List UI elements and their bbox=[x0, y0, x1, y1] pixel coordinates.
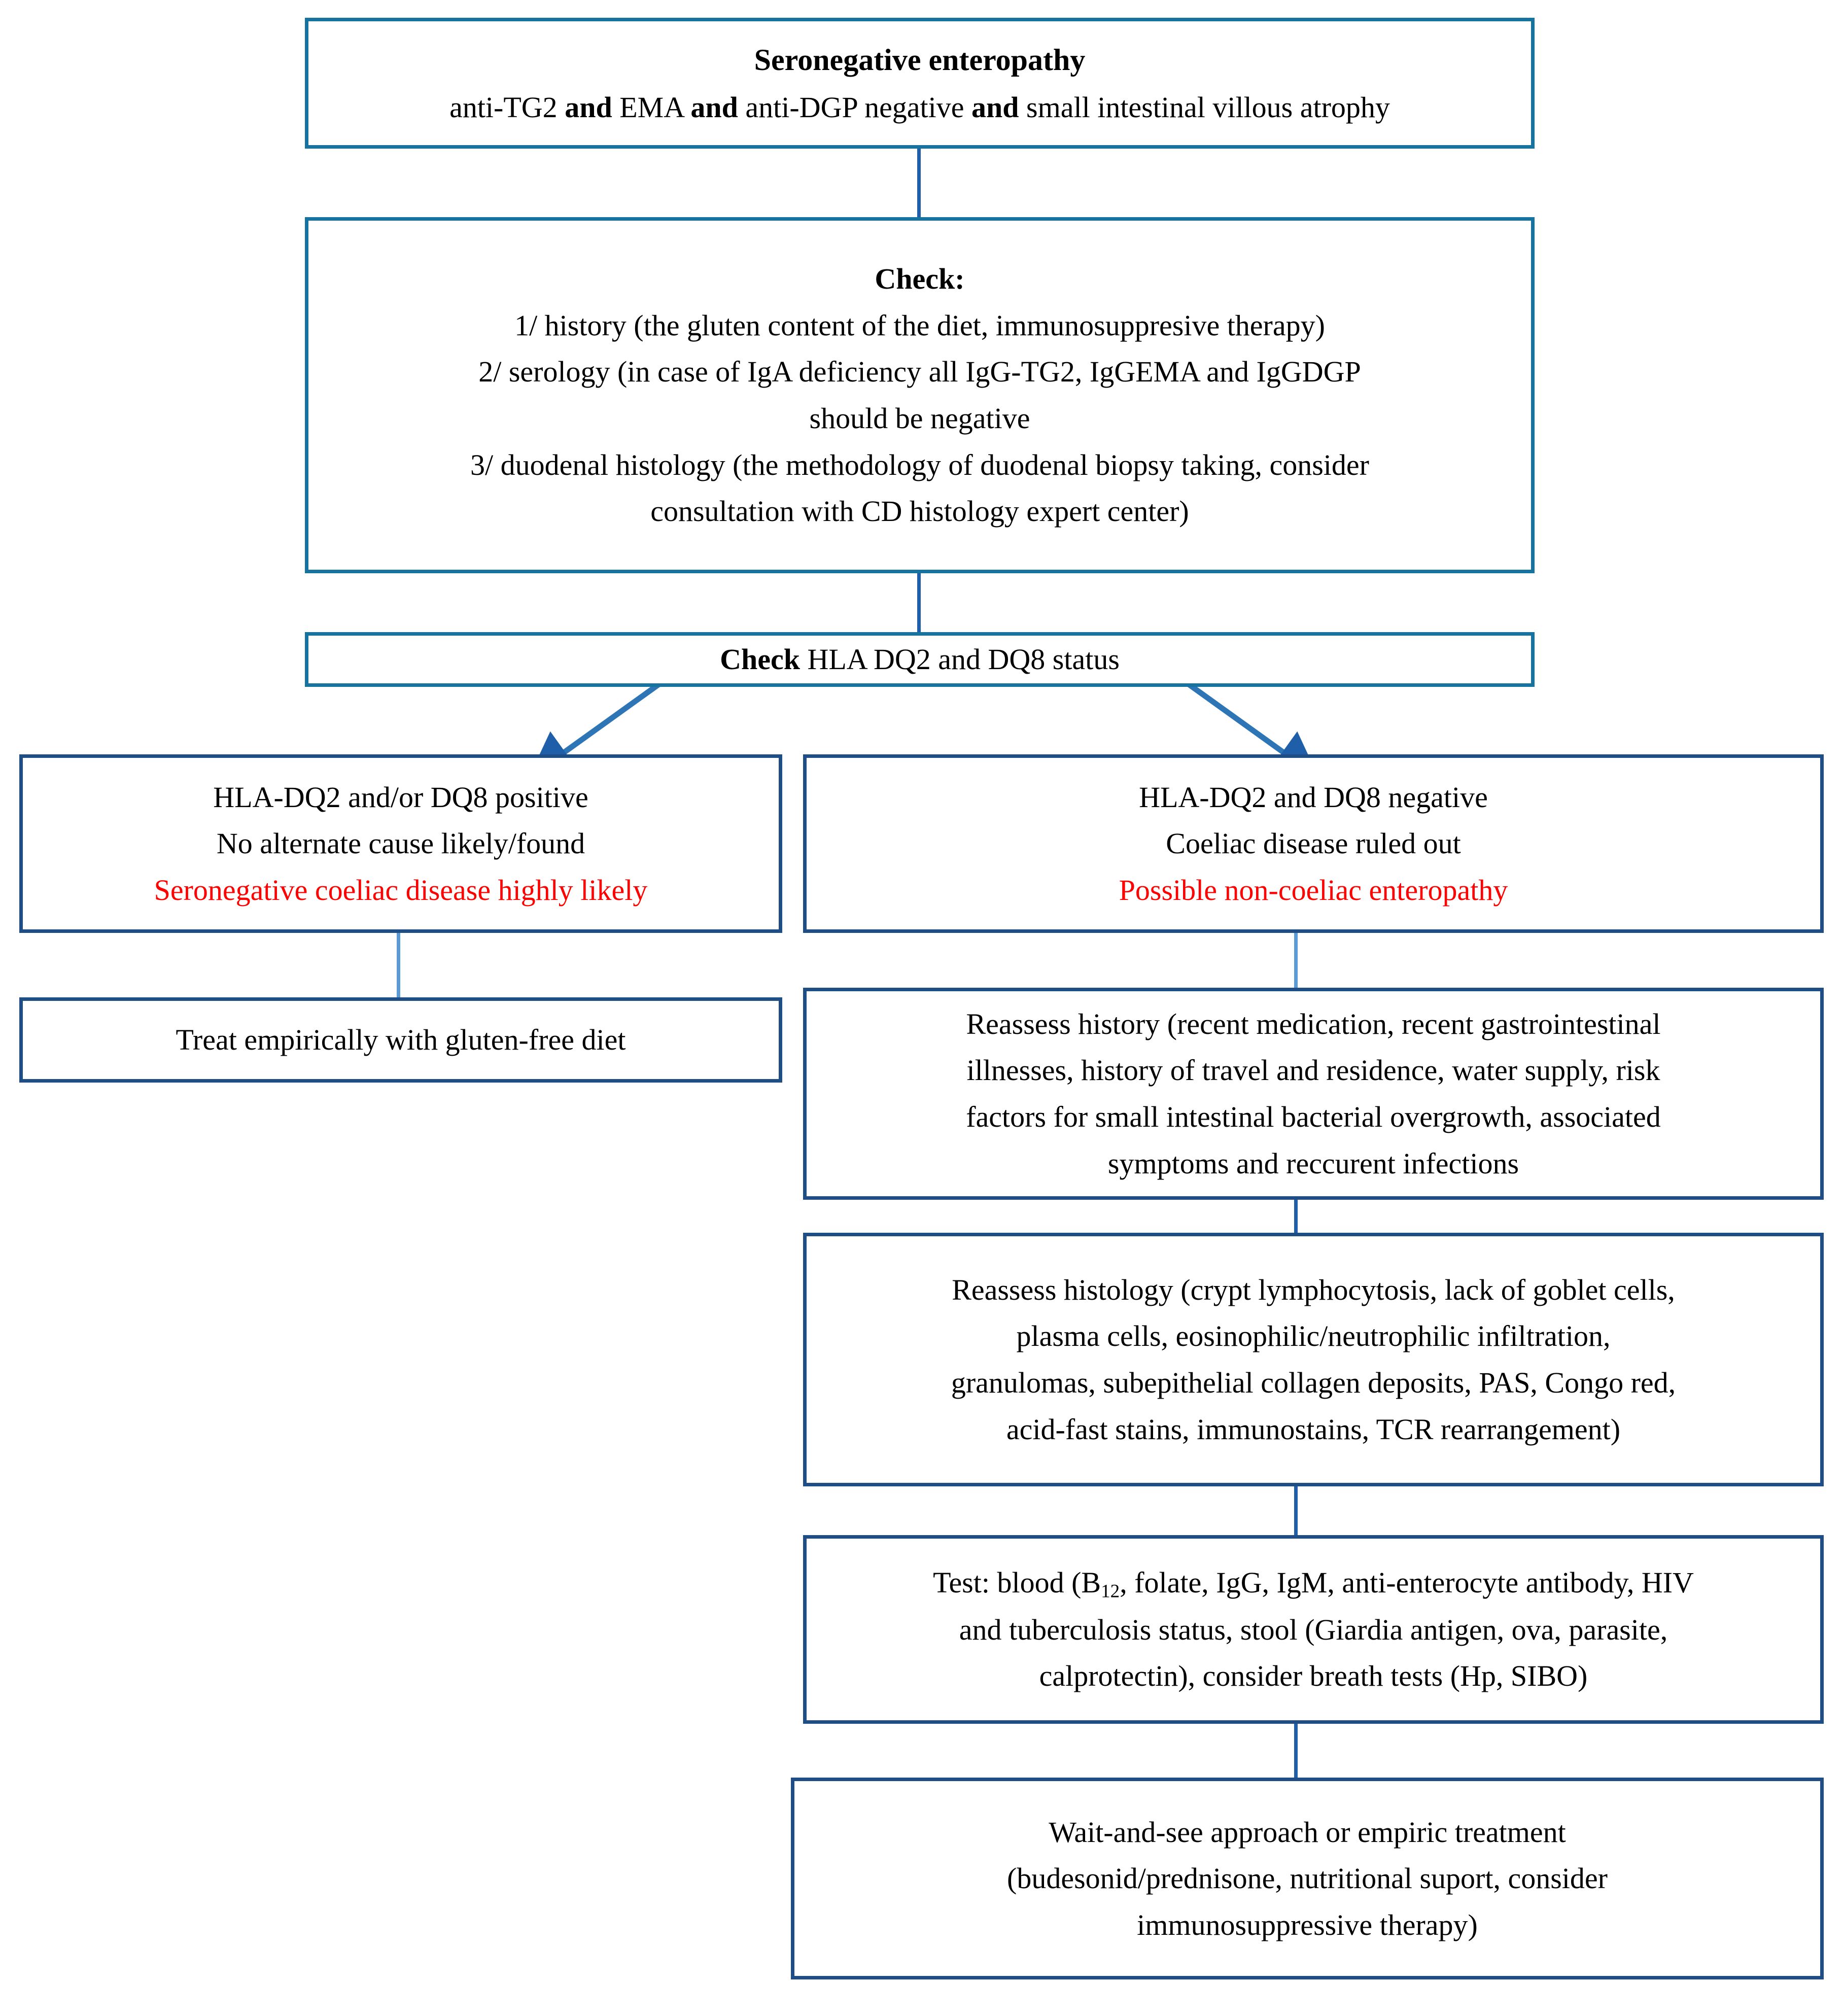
check-line-5: consultation with CD histology expert center) bbox=[650, 495, 1189, 528]
hla-negative-line-1: HLA-DQ2 and DQ8 negative bbox=[1139, 780, 1488, 814]
connector-check-to-hla bbox=[917, 572, 921, 633]
test-blood-line-1-b: , folate, IgG, IgM, anti-enterocyte antibody, HIV bbox=[1120, 1566, 1694, 1599]
reassess-history-line-3: factors for small intestinal bacterial overgrowth, associated bbox=[966, 1100, 1661, 1133]
test-blood-line-1 bbox=[823, 1559, 1804, 1607]
check-line-2: 2/ serology (in case of IgA deficiency all IgG-TG2, IgGEMA and IgGDGP bbox=[478, 355, 1361, 389]
node-hla-negative[interactable] bbox=[803, 754, 1824, 933]
node-subtitle-seronegative-enteropathy bbox=[308, 84, 1531, 131]
subtitle-part-2: EMA bbox=[612, 90, 691, 124]
reassess-histology-line-1: Reassess histology (crypt lymphocytosis, lack of goblet cells, bbox=[952, 1273, 1675, 1306]
subtitle-part-3: anti-DGP negative bbox=[738, 90, 972, 124]
wait-and-see-line-3: immunosuppressive therapy) bbox=[1137, 1908, 1478, 1941]
hla-positive-line-1: HLA-DQ2 and/or DQ8 positive bbox=[213, 780, 588, 814]
hla-negative-conclusion: Possible non-coeliac enteropathy bbox=[1119, 873, 1508, 907]
connector-test-to-wait bbox=[1294, 1723, 1298, 1779]
connector-hlapos-to-treat bbox=[397, 932, 400, 998]
test-blood-subscript-12: 12 bbox=[1101, 1581, 1120, 1602]
node-title-seronegative-enteropathy: Seronegative enteropathy bbox=[754, 43, 1086, 77]
hla-positive-conclusion: Seronegative coeliac disease highly likely bbox=[154, 873, 648, 907]
node-treat-gluten-free-diet[interactable] bbox=[19, 997, 782, 1083]
connector-enteropathy-to-check bbox=[917, 147, 921, 218]
test-blood-line-3: calprotectin), consider breath tests (Hp, SIBO) bbox=[1039, 1659, 1588, 1693]
subtitle-and-3: and bbox=[971, 90, 1019, 124]
arrow-to-hla-positive bbox=[555, 684, 659, 759]
wait-and-see-line-2: (budesonid/prednisone, nutritional suport, consider bbox=[1007, 1862, 1608, 1895]
subtitle-part-1: anti-TG2 bbox=[449, 90, 565, 124]
treat-gfd-label: Treat empirically with gluten-free diet bbox=[176, 1023, 626, 1057]
check-hla-label bbox=[308, 636, 1531, 683]
node-hla-positive[interactable] bbox=[19, 754, 782, 933]
check-line-3: should be negative bbox=[809, 402, 1030, 435]
check-hla-rest: HLA DQ2 and DQ8 status bbox=[799, 643, 1120, 676]
subtitle-and-2: and bbox=[690, 90, 738, 124]
node-check[interactable] bbox=[305, 217, 1535, 573]
node-reassess-histology[interactable] bbox=[803, 1233, 1824, 1486]
node-check-hla-status[interactable] bbox=[305, 632, 1535, 687]
wait-and-see-line-1: Wait-and-see approach or empiric treatment bbox=[1049, 1815, 1566, 1849]
check-hla-bold-prefix: Check bbox=[720, 643, 800, 676]
reassess-history-line-1: Reassess history (recent medication, recent gastrointestinal bbox=[966, 1007, 1661, 1040]
test-blood-line-1-a: Test: blood (B bbox=[933, 1566, 1101, 1599]
hla-positive-line-2: No alternate cause likely/found bbox=[216, 827, 585, 860]
reassess-history-line-4: symptoms and reccurent infections bbox=[1107, 1146, 1519, 1180]
connector-hlaneg-to-history bbox=[1294, 932, 1298, 988]
node-seronegative-enteropathy[interactable] bbox=[305, 18, 1535, 149]
test-blood-line-2: and tuberculosis status, stool (Giardia antigen, ova, parasite, bbox=[959, 1613, 1668, 1646]
reassess-history-line-2: illnesses, history of travel and residence, water supply, risk bbox=[966, 1054, 1660, 1087]
check-line-1: 1/ history (the gluten content of the diet, immunosuppresive therapy) bbox=[514, 308, 1325, 342]
subtitle-part-4: small intestinal villous atrophy bbox=[1019, 90, 1390, 124]
connector-history-to-histology bbox=[1294, 1198, 1298, 1234]
check-heading: Check: bbox=[875, 262, 965, 296]
check-line-4: 3/ duodenal histology (the methodology of duodenal biopsy taking, consider bbox=[470, 448, 1369, 481]
connector-histology-to-test bbox=[1294, 1486, 1298, 1536]
node-reassess-history[interactable] bbox=[803, 988, 1824, 1200]
reassess-histology-line-4: acid-fast stains, immunostains, TCR rearrangement) bbox=[1006, 1412, 1621, 1446]
hla-negative-line-2: Coeliac disease ruled out bbox=[1166, 827, 1461, 860]
node-test-blood-stool[interactable] bbox=[803, 1535, 1824, 1724]
subtitle-and-1: and bbox=[565, 90, 612, 124]
reassess-histology-line-3: granulomas, subepithelial collagen deposits, PAS, Congo red, bbox=[951, 1366, 1676, 1399]
arrow-to-hla-negative bbox=[1188, 684, 1293, 759]
reassess-histology-line-2: plasma cells, eosinophilic/neutrophilic infiltration, bbox=[1016, 1319, 1611, 1353]
node-wait-and-see[interactable] bbox=[791, 1778, 1824, 1979]
